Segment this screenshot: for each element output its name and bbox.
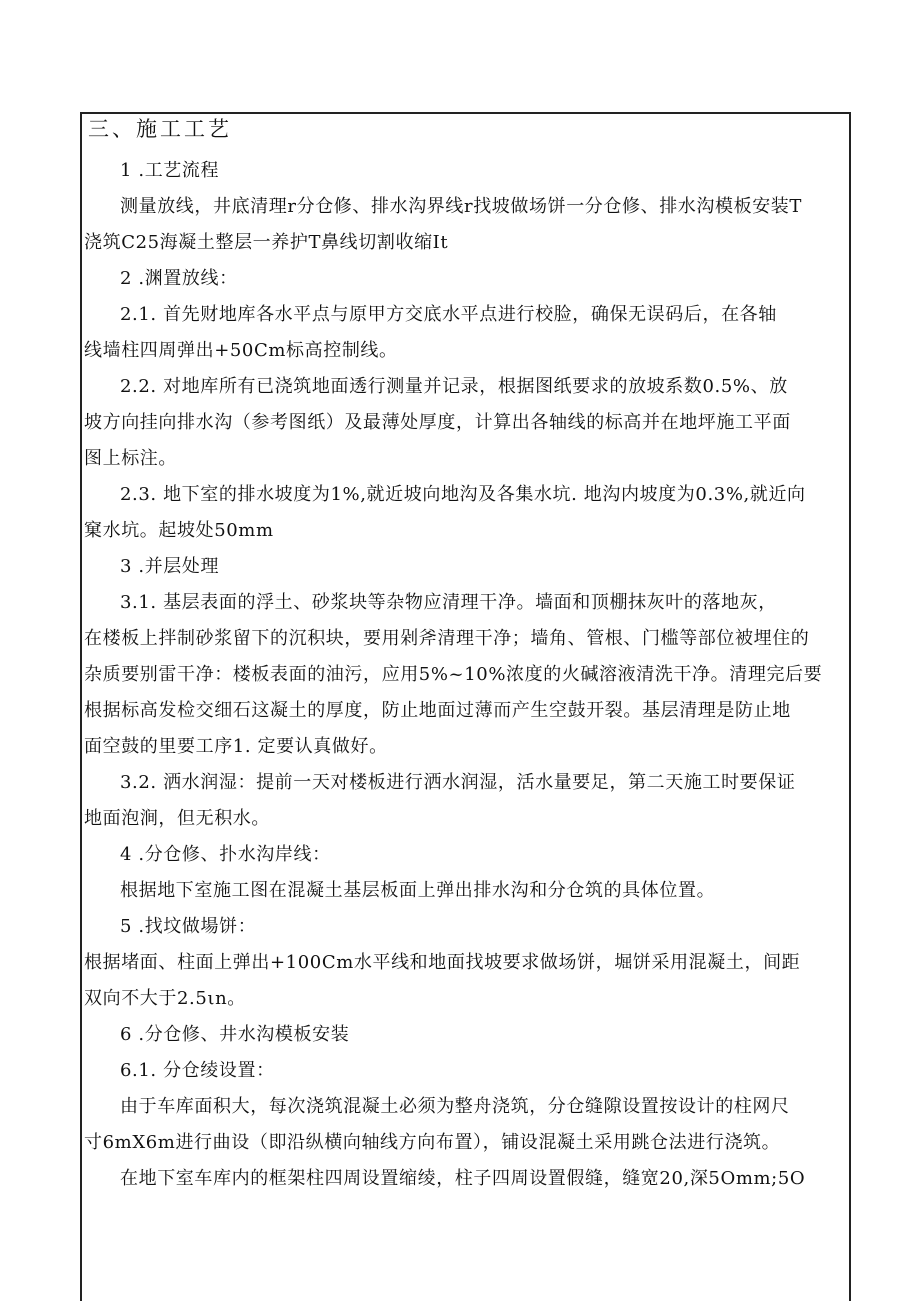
text-line: 2.3. 地下室的排水坡度为1%,就近坡向地沟及各集水坑. 地沟内坡度为0.3%,就近向 (120, 484, 806, 505)
text-line: 由于车库面积大，每次浇筑混凝土必须为整舟浇筑，分仓缝隙设置按设计的柱网尺 (120, 1096, 790, 1117)
text-line: 3.1. 基层表面的浮土、砂浆块等杂物应清理干净。墙面和顶棚抹灰叶的落地灰， (120, 592, 777, 613)
text-line: 面空鼓的里要工序1. 定要认真做好。 (84, 736, 388, 757)
text-line: 2.1. 首先财地库各水平点与原甲方交底水平点进行校脸，确保无误码后，在各轴 (120, 304, 777, 325)
text-line: 根据堵面、柱面上弹出+100Cm水平线和地面找坡要求做场饼，堀饼采用混凝土，间距 (84, 952, 801, 973)
text-line: 根据地下室施工图在混凝土基层板面上弹出排水沟和分仓筑的具体位置。 (120, 880, 716, 901)
text-line: 窠水坑。起坡处50mm (84, 520, 274, 541)
heading-5: 5 .找坟做場饼： (120, 916, 257, 937)
text-line: 在楼板上拌制砂浆留下的沉积块，要用剁斧清理干净；墙角、管根、门槛等部位被埋住的 (84, 628, 810, 649)
subheading-6-1: 6.1. 分仓绫设置： (120, 1060, 275, 1081)
text-line: 2.2. 对地库所有已浇筑地面透行测量并记录，根据图纸要求的放坡系数0.5%、放 (120, 376, 788, 397)
text-line: 图上标注。 (84, 448, 177, 469)
heading-3: 3 .并层处理 (120, 556, 220, 577)
heading-1: 1 .工艺流程 (120, 160, 220, 181)
text-line: 杂质要别雷干净：楼板表面的油污，应用5%~10%浓度的火碱溶液清洗干净。清理完后要 (84, 664, 823, 685)
text-line: 浇筑C25海凝土整层一养护T鼻线切割收缩It (84, 232, 449, 253)
text-line: 3.2. 洒水润湿：提前一天对楼板进行洒水润湿，活水量要足，第二天施工时要保证 (120, 772, 796, 793)
text-line: 寸6mX6m进行曲设（即沿纵横向轴线方向布置），铺设混凝土采用跳仓法进行浇筑。 (84, 1132, 781, 1153)
text-line: 在地下室车库内的框架柱四周设置缩绫，柱子四周设置假缝，缝宽20,深5Omm;5O (120, 1168, 806, 1189)
heading-4: 4 .分仓修、扑水沟岸线： (120, 844, 331, 865)
text-line: 坡方向挂向排水沟（参考图纸）及最薄处厚度，计算出各轴线的标高并在地坪施工平面 (84, 412, 791, 433)
text-line: 线墙柱四周弹出+50Cm标高控制线。 (84, 340, 398, 361)
text-line: 地面泡涧，但无积水。 (84, 808, 270, 829)
text-line: 测量放线，井底清理r分仓修、排水沟界线r找坡做场饼一分仓修、排水沟模板安装T (120, 196, 803, 217)
heading-2: 2 .渊置放线： (120, 268, 238, 289)
text-line: 根据标高发检交细石这凝土的厚度，防止地面过薄而产生空鼓开裂。基层清理是防止地 (84, 700, 791, 721)
heading-6: 6 .分仓修、井水沟模板安装 (120, 1024, 350, 1045)
text-line: 双向不大于2.5ιn。 (84, 988, 246, 1009)
section-title: 三、施工工艺 (88, 117, 232, 141)
